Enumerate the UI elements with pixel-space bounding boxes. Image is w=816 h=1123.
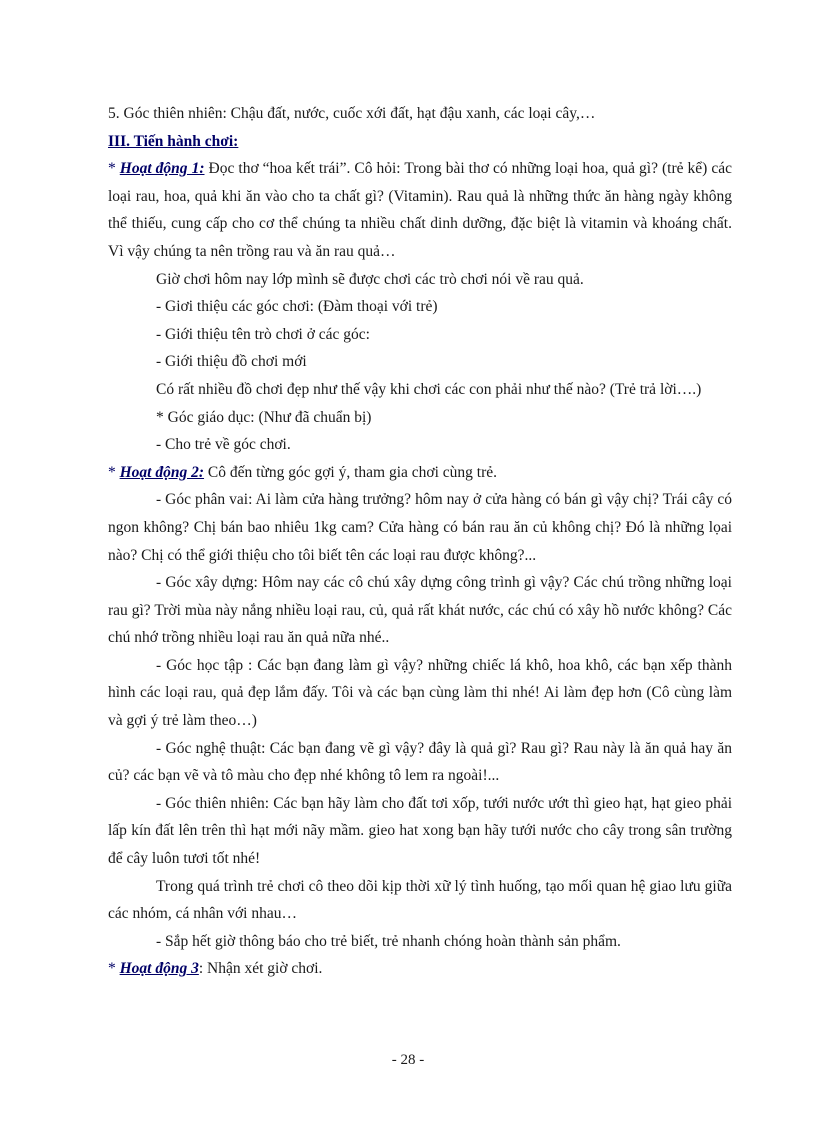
activity-3-label: Hoạt động 3 (119, 960, 199, 978)
paragraph: - Góc phân vai: Ai làm cửa hàng trưởng? hôm nay ở cửa hàng có bán gì vậy chị? Trái cây có ngon không? Chị bán bao nhiêu 1kg cam? Cửa hàng có bán rau ăn củ không chị? Đó là những lọai nào? Chị có thể giới thiệu cho tôi biết tên các loại rau được không?... (108, 491, 732, 564)
materials-item-5: 5. Góc thiên nhiên: Chậu đất, nước, cuốc xới đất, hạt đậu xanh, các loại cây,… (108, 105, 596, 122)
document-page (108, 100, 732, 983)
activity-1-star: * (108, 160, 120, 178)
section-heading: III. Tiến hành chơi: (108, 132, 239, 150)
paragraph: - Góc thiên nhiên: Các bạn hãy làm cho đất tơi xốp, tưới nước ướt thì gieo hạt, hạt gieo phải lấp kín đất lên trên thì hạt mới nãy mầm. gieo hat xong bạn hãy tưới nước cho cây trong sân trường để cây luôn tươi tốt nhé! (108, 794, 732, 868)
paragraph: - Góc nghệ thuật: Các bạn đang vẽ gì vậy? đây là quả gì? Rau gì? Rau này là ăn quả hay ăn củ? các bạn vẽ và tô màu cho đẹp nhé không tô lem ra ngoài!... (108, 739, 732, 785)
activity-3-text: : Nhận xét giờ chơi. (198, 960, 323, 978)
activity-3-star: * (108, 960, 120, 978)
paragraph: * Góc giáo dục: (Như đã chuẩn bị) (156, 408, 372, 426)
paragraph: Giờ chơi hôm nay lớp mình sẽ được chơi các trò chơi nói về rau quả. (156, 270, 584, 288)
paragraph: Có rất nhiều đồ chơi đẹp như thế vậy khi chơi các con phải như thế nào? (Trẻ trả lời….) (156, 380, 702, 398)
page-number: - 28 - (391, 1052, 425, 1068)
paragraph: - Sắp hết giờ thông báo cho trẻ biết, trẻ nhanh chóng hoàn thành sản phẩm. (156, 932, 621, 950)
paragraph: - Góc học tập : Các bạn đang làm gì vậy? những chiếc lá khô, hoa khô, các bạn xếp thành hình các loại rau, quả đẹp lắm đấy. Tôi và các bạn cùng làm thi nhé! Ai làm đẹp hơn (Cô cùng làm và gợi ý trẻ làm theo…) (108, 656, 732, 730)
paragraph: - Cho trẻ về góc chơi. (156, 436, 291, 454)
activity-1-text: Đọc thơ “hoa kết trái”. Cô hỏi: Trong bài thơ có những loại hoa, quả gì? (trẻ kể) các loại rau, hoa, quả khi ăn vào cho ta chất gì? (Vitamin). Rau quả là những thức ăn hàng ngày không thể thiếu, cung cấp cho cơ thể chúng ta nhiều chất dinh dưỡng, đặc biệt là vitamin và khoáng chất. Vì vậy chúng ta nên trồng rau và ăn rau quả… (108, 160, 732, 260)
activity-2-paragraph (108, 459, 732, 487)
activity-2-label: Hoạt động 2: (119, 463, 205, 481)
activity-2-star: * (108, 463, 120, 481)
paragraph: - Giới thiệu đồ chơi mới (156, 353, 307, 371)
paragraph: - Góc xây dựng: Hôm nay các cô chú xây dựng công trình gì vậy? Các chú trồng những loại rau gì? Trời mùa này nắng nhiều loại rau, củ, quả rất khát nước, các chú có xây hồ nước không? Các chú nhớ trồng nhiều loại rau ăn quả nữa nhé.. (108, 574, 732, 647)
paragraph: Trong quá trình trẻ chơi cô theo dõi kịp thời xữ lý tình huống, tạo mối quan hệ giao lưu giữa các nhóm, cá nhân với nhau… (108, 877, 732, 923)
activity-1-label: Hoạt động 1: (119, 160, 205, 178)
activity-3-paragraph (108, 955, 732, 983)
activity-2-text: Cô đến từng góc gợi ý, tham gia chơi cùng trẻ. (204, 463, 498, 481)
paragraph: - Giới thiệu tên trò chơi ở các góc: (156, 325, 370, 343)
activity-1-paragraph (108, 155, 732, 265)
paragraph: - Giơi thiệu các góc chơi: (Đàm thoại với trẻ) (156, 298, 438, 316)
